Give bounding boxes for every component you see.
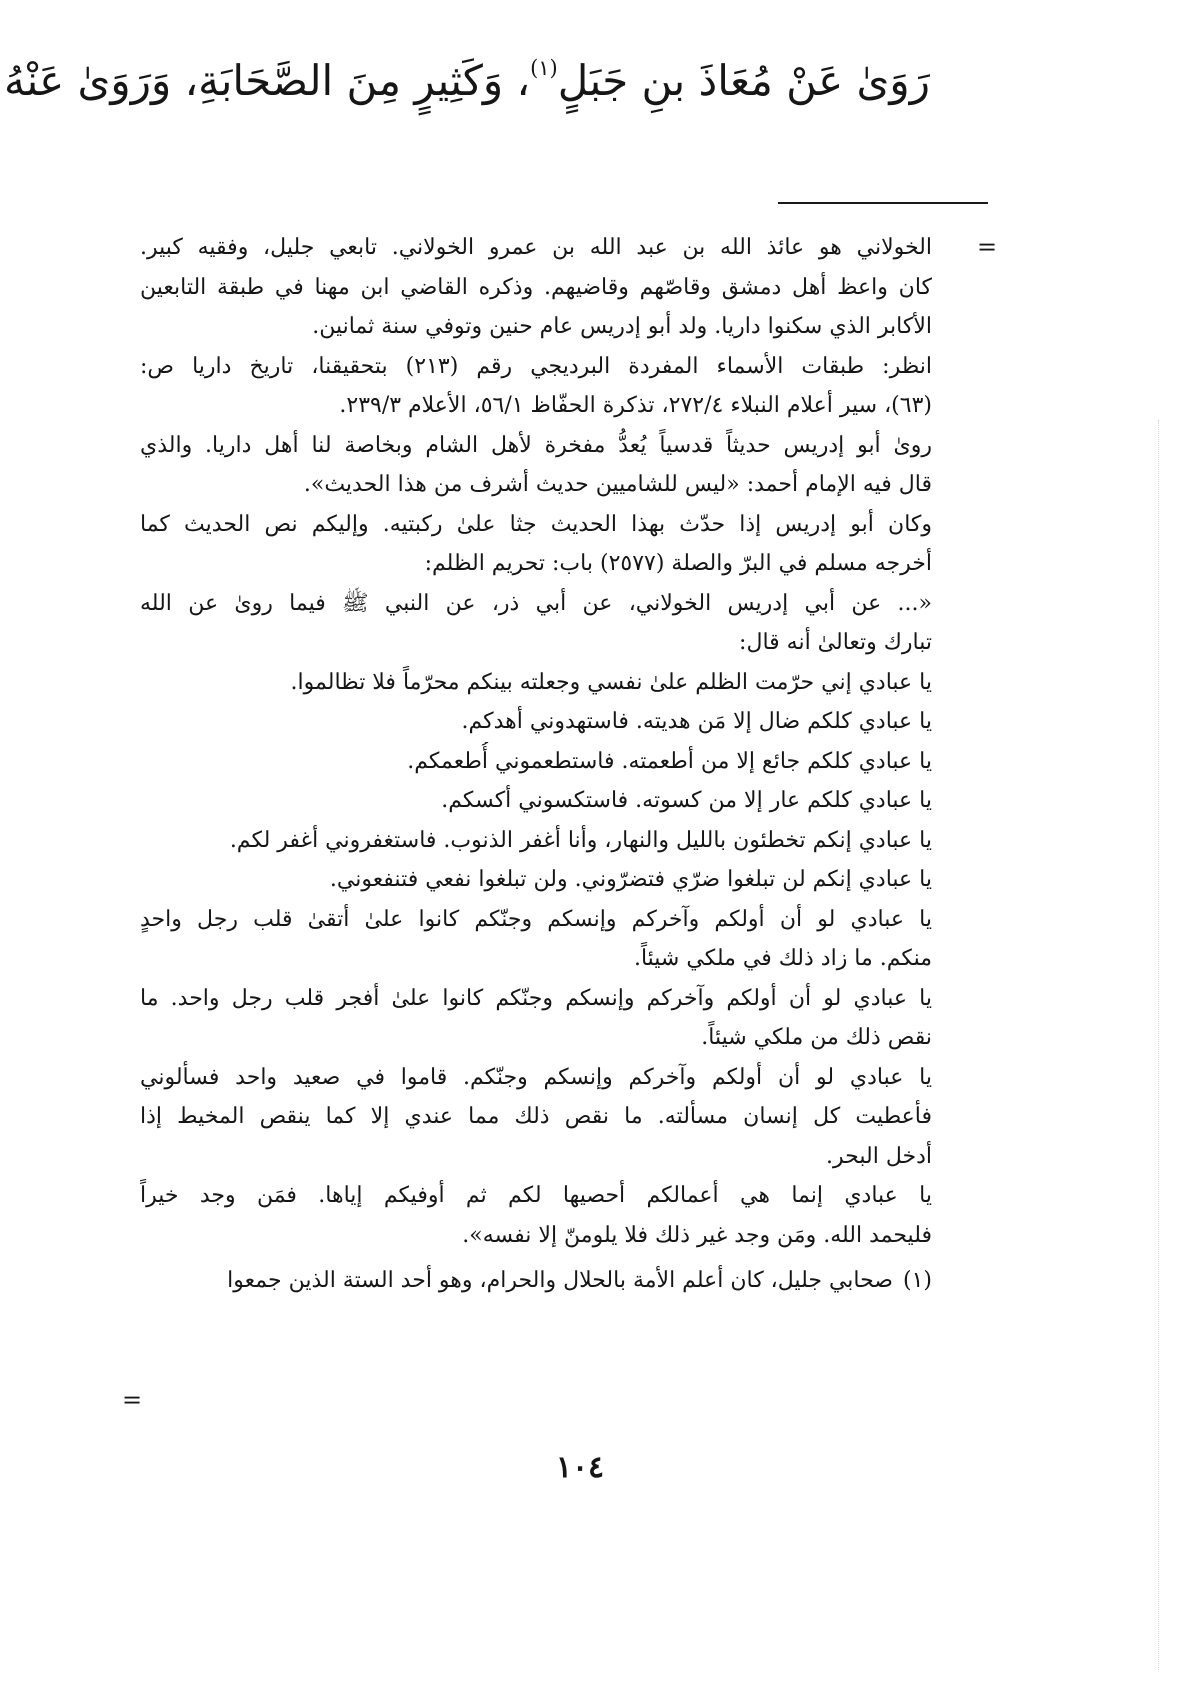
- main-text-after-note: ، وَكَثِيرٍ مِنَ الصَّحَابَةِ، وَرَوَىٰ عَنْهُ: [3, 56, 531, 105]
- footnote-line: الخولاني هو عائذ الله بن عبد الله بن عمرو الخولاني. تابعي جليل، وفقيه كبير.: [140, 235, 932, 260]
- footnote-line: أدخل البحر.: [826, 1143, 932, 1169]
- footnote-line: يا عبادي لو أن أولكم وآخركم وإنسكم وجنّكم كانوا علىٰ أتقىٰ قلب رجل واحدٍ: [140, 906, 932, 932]
- footnote-line: انظر: طبقات الأسماء المفردة البرديجي رقم (٢١٣) بتحقيقنا، تاريخ داريا ص:: [140, 353, 932, 379]
- continues-mark: =: [122, 1386, 143, 1414]
- footnote-line: نقص ذلك من ملكي شيئاً.: [701, 1025, 932, 1050]
- footnote-line: يا عبادي لو أن أولكم وآخركم وإنسكم وجنّكم. قاموا في صعيد واحد فسألوني: [140, 1064, 932, 1090]
- footnote-line: قال فيه الإمام أحمد: «ليس للشاميين حديث أشرف من هذا الحديث».: [303, 472, 932, 497]
- footnotes-block: [140, 228, 932, 1301]
- main-text-line: [3, 38, 930, 111]
- page-number: ١٠٤: [555, 1450, 605, 1485]
- footnote-line: يا عبادي إنما هي أعمالكم أحصيها لكم ثم أوفيكم إياها. فمَن وجد خيراً: [140, 1183, 932, 1208]
- footnote-1: [140, 1261, 932, 1301]
- footnote-line: يا عبادي لو أن أولكم وآخركم وإنسكم وجنّكم كانوا علىٰ أفجر قلب رجل واحد. ما: [140, 985, 932, 1011]
- footnote-line: الأكابر الذي سكنوا داريا. ولد أبو إدريس عام حنين وتوفي سنة ثمانين.: [312, 314, 932, 339]
- footnote-reference[interactable]: (١): [530, 56, 558, 80]
- footnote-line: (٦٣)، سير أعلام النبلاء ٢٧٢/٤، تذكرة الحفّاظ ٥٦/١، الأعلام ٢٣٩/٣.: [339, 393, 932, 418]
- main-text-before-note: رَوَىٰ عَنْ مُعَاذَ بنِ جَبَلٍ: [557, 56, 930, 105]
- footnote-line: يا عبادي كلكم جائع إلا من أطعمته. فاستطعموني أُطعمكم.: [407, 748, 932, 774]
- continuation-mark: =: [977, 233, 998, 261]
- footnote-line: يا عبادي إني حرّمت الظلم علىٰ نفسي وجعلته بينكم محرّماً فلا تظالموا.: [290, 669, 932, 695]
- footnote-line: يا عبادي كلكم عار إلا من كسوته. فاستكسوني أكسكم.: [441, 788, 932, 813]
- footnote-line: تبارك وتعالىٰ أنه قال:: [739, 630, 932, 655]
- footnote-line: روىٰ أبو إدريس حديثاً قدسياً يُعدُّ مفخرة لأهل الشام وبخاصة لنا أهل داريا. والذي: [140, 432, 932, 458]
- footnote-line: يا عبادي كلكم ضال إلا مَن هديته. فاستهدوني أهدكم.: [461, 709, 932, 734]
- footnote-line: وكان أبو إدريس إذا حدّث بهذا الحديث جثا علىٰ ركبتيه. وإليكم نص الحديث كما: [140, 511, 932, 537]
- footnote-line: فأعطيت كل إنسان مسألته. ما نقص ذلك مما عندي إلا كما ينقص المخيط إذا: [140, 1104, 932, 1129]
- footnote-line: كان واعظ أهل دمشق وقاصّهم وقاضيهم. وذكره القاضي ابن مهنا في طبقة التابعين: [140, 274, 932, 300]
- footnote-line: منكم. ما زاد ذلك في ملكي شيئاً.: [633, 946, 932, 971]
- footnote-line: «... عن أبي إدريس الخولاني، عن أبي ذر، عن النبي ﷺ فيما روىٰ عن الله: [140, 590, 932, 616]
- footnote-line: يا عبادي إنكم تخطئون بالليل والنهار، وأنا أغفر الذنوب. فاستغفروني أغفر لكم.: [229, 827, 932, 853]
- footnote-line: فليحمد الله. ومَن وجد غير ذلك فلا يلومنّ إلا نفسه».: [462, 1222, 932, 1248]
- scan-margin-noise: [1156, 420, 1159, 1670]
- footnote-divider: [778, 202, 988, 204]
- footnote-line: يا عبادي إنكم لن تبلغوا ضرّي فتضرّوني. ولن تبلغوا نفعي فتنفعوني.: [329, 867, 932, 892]
- footnote-1-marker: (١): [902, 1268, 932, 1293]
- footnote-1-text: صحابي جليل، كان أعلم الأمة بالحلال والحرام، وهو أحد الستة الذين جمعوا: [227, 1268, 893, 1293]
- footnote-line: أخرجه مسلم في البرّ والصلة (٢٥٧٧) باب: تحريم الظلم:: [424, 551, 932, 576]
